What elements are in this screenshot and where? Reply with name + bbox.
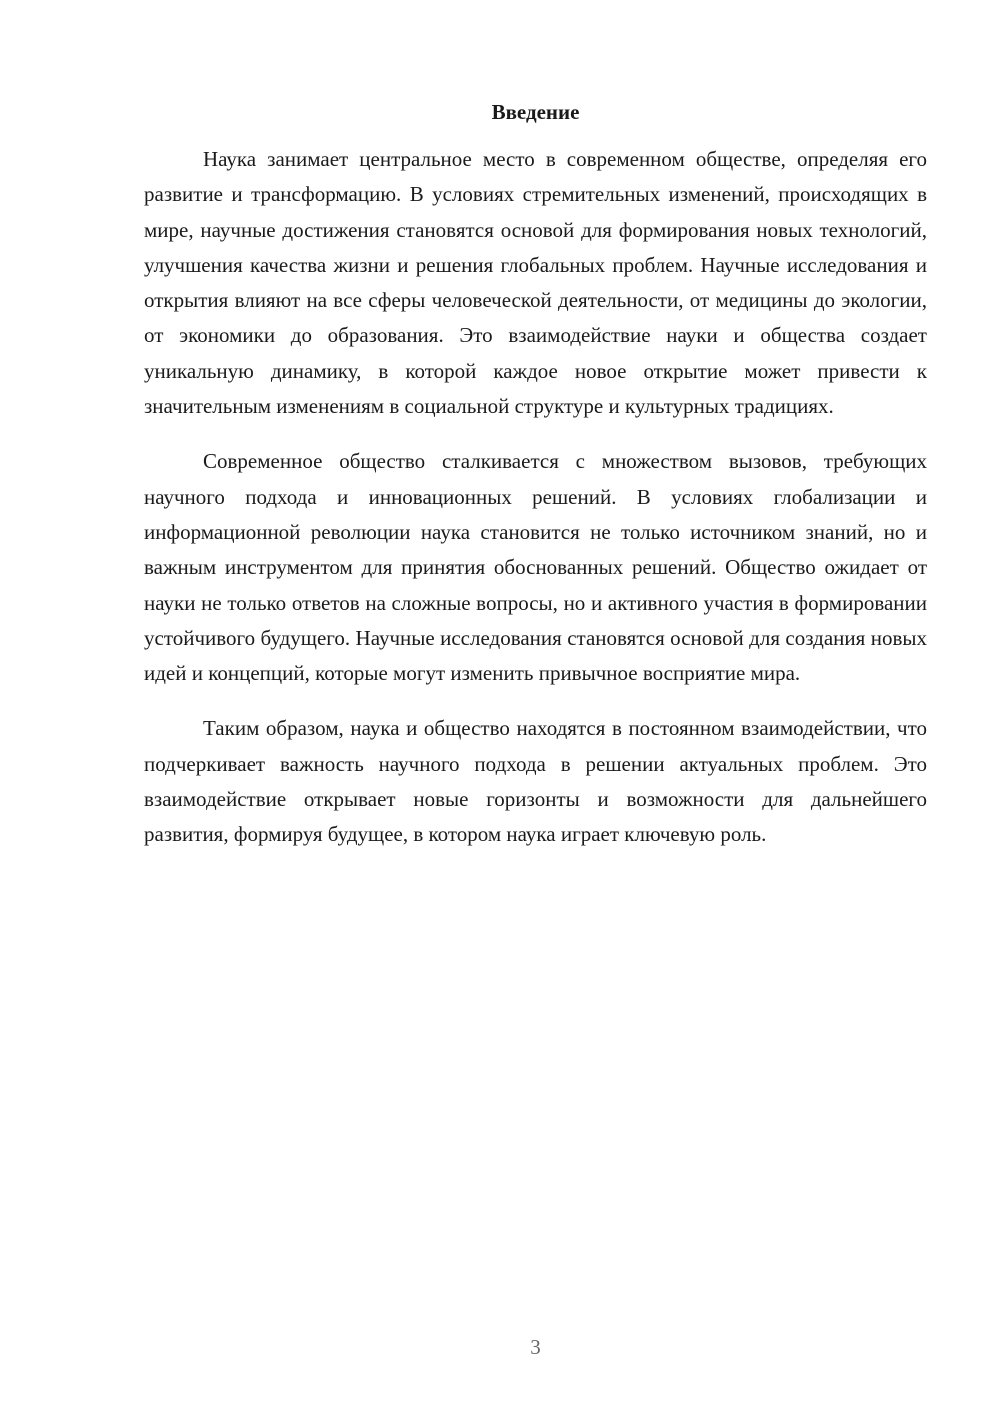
page-number: 3 (530, 1335, 541, 1359)
paragraph-1: Наука занимает центральное место в современном обществе, определяя его развитие и трансформацию. В условиях стремительных изменений, происходящих в мире, научные достижения становятся основой для формирования новых технологий, улучшения качества жизни и решения глобальных проблем. Научные исследования и открытия влияют на все сферы человеческой деятельности, от медицины до экологии, от экономики до образования. Это взаимодействие науки и общества создает уникальную динамику, в которой каждое новое открытие может привести к значительным изменениям в социальной структуре и культурных традициях. (144, 147, 927, 419)
paragraph-3: Таким образом, наука и общество находятся в постоянном взаимодействии, что подчеркивает важность научного подхода в решении актуальных проблем. Это взаимодействие открывает новые горизонты и возможности для дальнейшего развития, формируя будущее, в котором наука играет ключевую роль. (144, 716, 927, 847)
paragraph-2: Современное общество сталкивается с множеством вызовов, требующих научного подхода и инновационных решений. В условиях глобализации и информационной революции наука становится не только источником знаний, но и важным инструментом для принятия обоснованных решений. Общество ожидает от науки не только ответов на сложные вопросы, но и активного участия в формировании устойчивого будущего. Научные исследования становятся основой для создания новых идей и концепций, которые могут изменить привычное восприятие мира. (144, 449, 927, 686)
body-text (144, 142, 927, 853)
section-title: Введение (491, 100, 580, 124)
